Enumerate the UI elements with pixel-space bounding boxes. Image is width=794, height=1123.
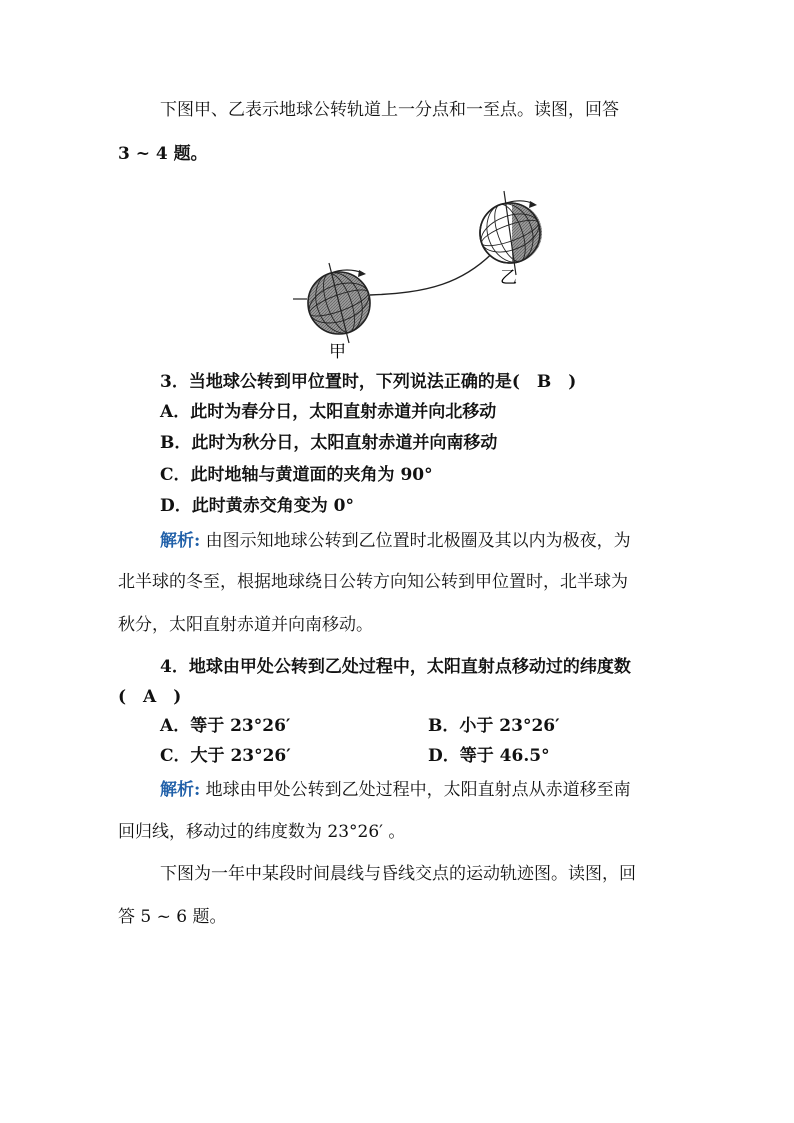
q3-option-b: B．此时为秋分日，太阳直射赤道并向南移动 <box>160 433 498 453</box>
analysis-label: 解析: <box>160 531 201 551</box>
q4-option-c: C．大于 23°26′ <box>160 746 291 766</box>
q4-option-d: D．等于 46.5° <box>428 746 550 766</box>
q4-analysis-line-2: 回归线，移动过的纬度数为 23°26′ 。 <box>118 822 406 842</box>
q3-option-a: A．此时为春分日，太阳直射赤道并向北移动 <box>160 402 497 422</box>
label-yi: 乙 <box>500 268 517 288</box>
q4-analysis-line-1: 解析: 地球由甲处公转到乙处过程中，太阳直射点从赤道移至南 <box>160 780 631 800</box>
q4-stem-line-2: ( A ) <box>118 687 182 707</box>
earth-jia <box>293 263 374 343</box>
q4-option-a: A．等于 23°26′ <box>160 716 291 736</box>
orbit-path <box>370 245 500 295</box>
intro2-line-1: 下图为一年中某段时间晨线与昏线交点的运动轨迹图。读图，回 <box>160 864 636 884</box>
intro2-line-2: 答 5 ~ 6 题。 <box>118 907 227 927</box>
analysis-label: 解析: <box>160 780 201 800</box>
earth-orbit-figure <box>285 185 555 365</box>
q3-analysis-line-2: 北半球的冬至，根据地球绕日公转方向知公转到甲位置时，北半球为 <box>118 572 628 592</box>
q4-stem-line-1: 4．地球由甲处公转到乙处过程中，太阳直射点移动过的纬度数 <box>160 657 631 677</box>
q3-option-c: C．此时地轴与黄道面的夹角为 90° <box>160 465 433 485</box>
q3-stem: 3．当地球公转到甲位置时，下列说法正确的是( B ) <box>160 372 577 392</box>
intro-line-2: 3 ~ 4 题。 <box>118 144 208 164</box>
q3-option-d: D．此时黄赤交角变为 0° <box>160 496 354 516</box>
q4-option-b: B．小于 23°26′ <box>428 716 560 736</box>
intro-line-1: 下图甲、乙表示地球公转轨道上一分点和一至点。读图，回答 <box>160 100 619 120</box>
q3-analysis-line-3: 秋分，太阳直射赤道并向南移动。 <box>118 615 373 635</box>
label-jia: 甲 <box>329 342 346 362</box>
q3-analysis-line-1: 解析: 由图示知地球公转到乙位置时北极圈及其以内为极夜，为 <box>160 531 631 551</box>
earth-yi <box>476 191 544 275</box>
